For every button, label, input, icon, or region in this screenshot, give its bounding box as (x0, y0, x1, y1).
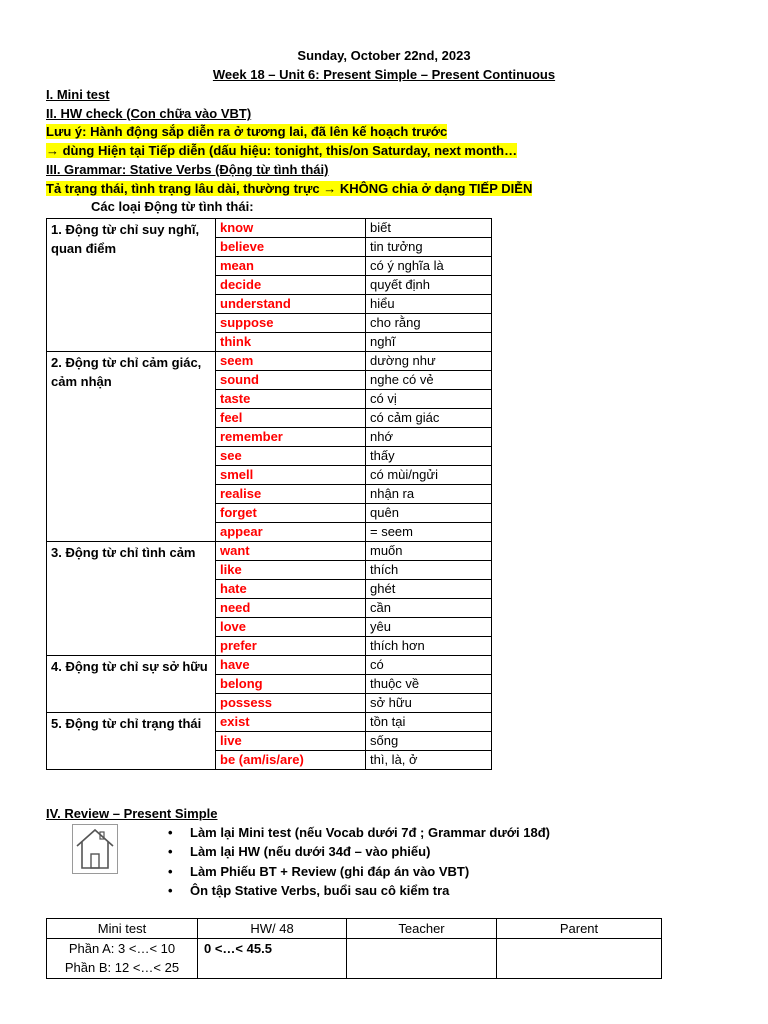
section-hw-check: II. HW check (Con chữa vào VBT) (46, 106, 252, 121)
table-row (47, 713, 492, 732)
hw-score-cell (198, 939, 347, 979)
review-list (168, 823, 550, 900)
verb-cell: seem (216, 352, 366, 371)
section-review: IV. Review – Present Simple (46, 806, 218, 821)
verb-cell: want (216, 542, 366, 561)
verb-cell: have (216, 656, 366, 675)
verb-cell: feel (216, 409, 366, 428)
meaning-cell: thuộc về (366, 675, 492, 694)
meaning-cell: cần (366, 599, 492, 618)
meaning-cell: nghe có vẻ (366, 371, 492, 390)
note-future-plan: Lưu ý: Hành động sắp diễn ra ở tương lai, đã lên kế hoạch trước (46, 124, 448, 139)
list-item: • Làm lại HW (nếu dưới 34đ – vào phiếu) (168, 844, 431, 860)
meaning-cell: sống (366, 732, 492, 751)
section-grammar: III. Grammar: Stative Verbs (Động từ tình thái) (46, 162, 329, 177)
header-parent: Parent (497, 919, 662, 939)
meaning-cell: nhớ (366, 428, 492, 447)
section-mini-test: I. Mini test (46, 87, 110, 102)
verb-cell: exist (216, 713, 366, 732)
verb-types-title: Các loại Động từ tình thái: (91, 199, 254, 214)
meaning-cell: thì, là, ở (366, 751, 492, 770)
date-heading: Sunday, October 22nd, 2023 (297, 48, 471, 63)
meaning-cell: muốn (366, 542, 492, 561)
meaning-cell: có ý nghĩa là (366, 257, 492, 276)
meaning-cell: nhận ra (366, 485, 492, 504)
meaning-cell: hiểu (366, 295, 492, 314)
verb-cell: realise (216, 485, 366, 504)
note-present-continuous: → dùng Hiện tại Tiếp diễn (dấu hiệu: tonight, this/on Saturday, next month… (46, 143, 518, 158)
verb-cell: hate (216, 580, 366, 599)
verb-cell: taste (216, 390, 366, 409)
verb-cell: see (216, 447, 366, 466)
verb-cell: belong (216, 675, 366, 694)
verb-cell: know (216, 219, 366, 238)
verb-cell: decide (216, 276, 366, 295)
meaning-cell: sở hữu (366, 694, 492, 713)
verb-cell: prefer (216, 637, 366, 656)
parent-signature-cell (497, 939, 662, 979)
verb-cell: be (am/is/are) (216, 751, 366, 770)
verb-cell: mean (216, 257, 366, 276)
meaning-cell: có vị (366, 390, 492, 409)
verb-cell: understand (216, 295, 366, 314)
meaning-cell: cho rằng (366, 314, 492, 333)
meaning-cell: tin tưởng (366, 238, 492, 257)
mini-test-part-a: Phần A: 3 <…< 10 (68, 941, 176, 956)
table-row (47, 656, 492, 675)
stative-verbs-table (46, 218, 492, 770)
meaning-cell: nghĩ (366, 333, 492, 352)
meaning-cell: thích (366, 561, 492, 580)
header-hw: HW/ 48 (198, 919, 347, 939)
lesson-title: Week 18 – Unit 6: Present Simple – Present Continuous (212, 67, 556, 82)
mini-test-score-cell (47, 939, 198, 979)
meaning-cell: thích hơn (366, 637, 492, 656)
list-item: • Ôn tập Stative Verbs, buổi sau cô kiểm tra (168, 882, 450, 898)
table-row (47, 352, 492, 371)
verb-cell: remember (216, 428, 366, 447)
verb-cell: appear (216, 523, 366, 542)
table-row (47, 219, 492, 238)
verb-cell: believe (216, 238, 366, 257)
verb-cell: like (216, 561, 366, 580)
list-item: • Làm Phiếu BT + Review (ghi đáp án vào VBT) (168, 863, 470, 879)
verb-cell: live (216, 732, 366, 751)
meaning-cell: quên (366, 504, 492, 523)
header-teacher: Teacher (347, 919, 497, 939)
verb-cell: think (216, 333, 366, 352)
verb-cell: suppose (216, 314, 366, 333)
table-row (47, 542, 492, 561)
verb-cell: forget (216, 504, 366, 523)
grammar-note: Tả trạng thái, tình trạng lâu dài, thường trực → KHÔNG chia ở dạng TIẾP DIỄN (46, 181, 533, 196)
teacher-signature-cell (347, 939, 497, 979)
meaning-cell: ghét (366, 580, 492, 599)
verb-category: 2. Động từ chỉ cảm giác, cảm nhận (47, 352, 216, 542)
verb-cell: smell (216, 466, 366, 485)
house-icon (72, 824, 118, 874)
meaning-cell: thấy (366, 447, 492, 466)
meaning-cell: biết (366, 219, 492, 238)
meaning-cell: có cảm giác (366, 409, 492, 428)
verb-cell: possess (216, 694, 366, 713)
meaning-cell: tồn tại (366, 713, 492, 732)
hw-score: 0 <…< 45.5 (204, 941, 272, 956)
meaning-cell: = seem (366, 523, 492, 542)
verb-category: 4. Động từ chỉ sự sở hữu (47, 656, 216, 713)
meaning-cell: có (366, 656, 492, 675)
meaning-cell: yêu (366, 618, 492, 637)
verb-category: 5. Động từ chỉ trạng thái (47, 713, 216, 770)
meaning-cell: dường như (366, 352, 492, 371)
verb-cell: sound (216, 371, 366, 390)
meaning-cell: quyết định (366, 276, 492, 295)
score-table (46, 918, 662, 979)
verb-category: 3. Động từ chỉ tình cảm (47, 542, 216, 656)
verb-category: 1. Động từ chỉ suy nghĩ, quan điểm (47, 219, 216, 352)
meaning-cell: có mùi/ngửi (366, 466, 492, 485)
verb-cell: need (216, 599, 366, 618)
verb-cell: love (216, 618, 366, 637)
list-item: • Làm lại Mini test (nếu Vocab dưới 7đ ; Grammar dưới 18đ) (168, 825, 550, 840)
mini-test-part-b: Phần B: 12 <…< 25 (64, 960, 180, 975)
header-mini-test: Mini test (47, 919, 198, 939)
